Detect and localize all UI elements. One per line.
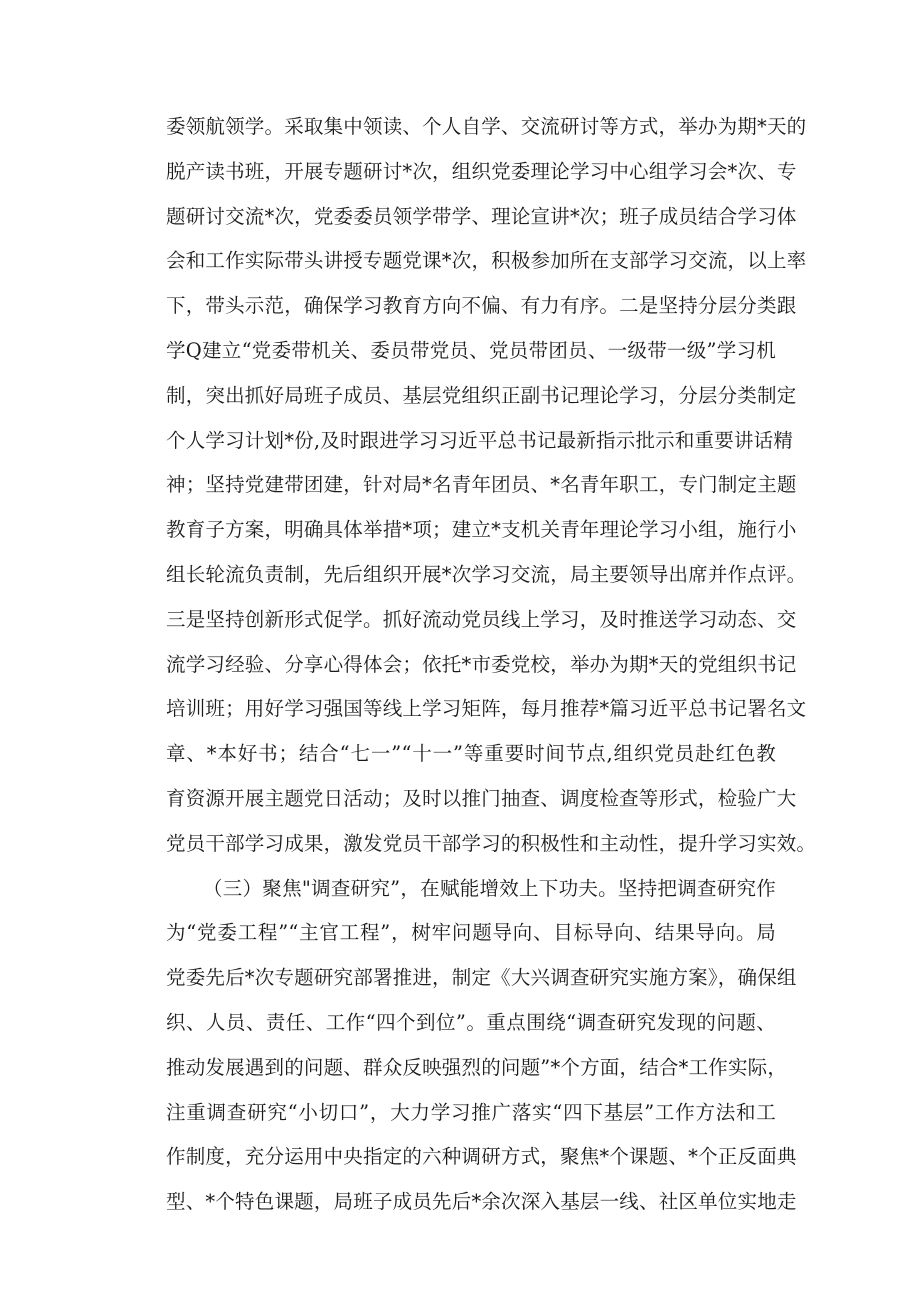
- text-line: 个人学习计划*份,及时跟进学习习近平总书记最新指示批示和重要讲话精: [166, 428, 794, 452]
- text-line: 织、人员、责任、工作“四个到位”。重点围绕“调查研究发现的问题、: [166, 1010, 776, 1034]
- text-line: 育资源开展主题党日活动；及时以推门抽查、调度检查等形式，检验广大: [166, 786, 797, 810]
- body-text: [166, 105, 817, 1225]
- text-line: 三是坚持创新形式促学。抓好流动党员线上学习，及时推送学习动态、交: [166, 607, 797, 631]
- text-line: 型、*个特色课题，局班子成员先后*余次深入基层一线、社区单位实地走: [166, 1190, 797, 1214]
- text-line: 下，带头示范，确保学习教育方向不偏、有力有序。二是坚持分层分类跟: [166, 294, 797, 318]
- text-line: 制，突出抓好局班子成员、基层党组织正副书记理论学习，分层分类制定: [166, 383, 797, 407]
- text-line: 流学习经验、分享心得体会；依托*市委党校，举办为期*天的党组织书记: [166, 652, 797, 676]
- section-heading-line: （三）聚焦"调查研究”，在赋能增效上下功夫。坚持把调查研究作: [203, 876, 776, 900]
- text-line: 党委先后*次专题研究部署推进，制定《大兴调查研究实施方案》，确保组: [166, 966, 797, 990]
- text-line: 神；坚持党建带团建，针对局*名青年团员、*名青年职工，专门制定主题: [166, 473, 797, 497]
- text-line: 脱产读书班，开展专题研讨*次，组织党委理论学习中心组学习会*次、专: [166, 159, 797, 183]
- text-line: 题研讨交流*次，党委委员领学带学、理论宣讲*次；班子成员结合学习体: [166, 204, 797, 228]
- text-line: 作制度，充分运用中央指定的六种调研方式，聚焦*个课题、*个正反面典: [166, 1145, 797, 1169]
- text-line: 学Q建立“党委带机关、委员带党员、党员带团员、一级带一级”学习机: [166, 338, 776, 362]
- text-line: 会和工作实际带头讲授专题党课*次，积极参加所在支部学习交流，以上率: [166, 249, 807, 273]
- text-line: 党员干部学习成果，激发党员干部学习的积极性和主动性，提升学习实效。: [166, 831, 817, 855]
- text-line: 培训班；用好学习强国等线上学习矩阵，每月推荐*篇习近平总书记署名文: [166, 697, 807, 721]
- text-line: 章、*本好书；结合“七一”“十一”等重要时间节点,组织党员赴红色教: [166, 742, 776, 766]
- text-line: 组长轮流负责制，先后组织开展*次学习交流，局主要领导出席并作点评。: [166, 562, 807, 586]
- text-line: 委领航领学。采取集中领读、个人自学、交流研讨等方式，举办为期*天的: [166, 115, 807, 138]
- text-line: 推动发展遇到的问题、群众反映强烈的问题”*个方面，结合*工作实际，: [166, 1055, 788, 1079]
- text-line: 注重调查研究“小切口”，大力学习推广落实“四下基层”工作方法和工: [166, 1100, 776, 1124]
- text-line: 教育子方案，明确具体举措*项；建立*支机关青年理论学习小组，施行小: [166, 518, 797, 542]
- text-line: 为“党委工程”“主官工程”，树牢问题导向、目标导向、结果导向。局: [166, 921, 776, 945]
